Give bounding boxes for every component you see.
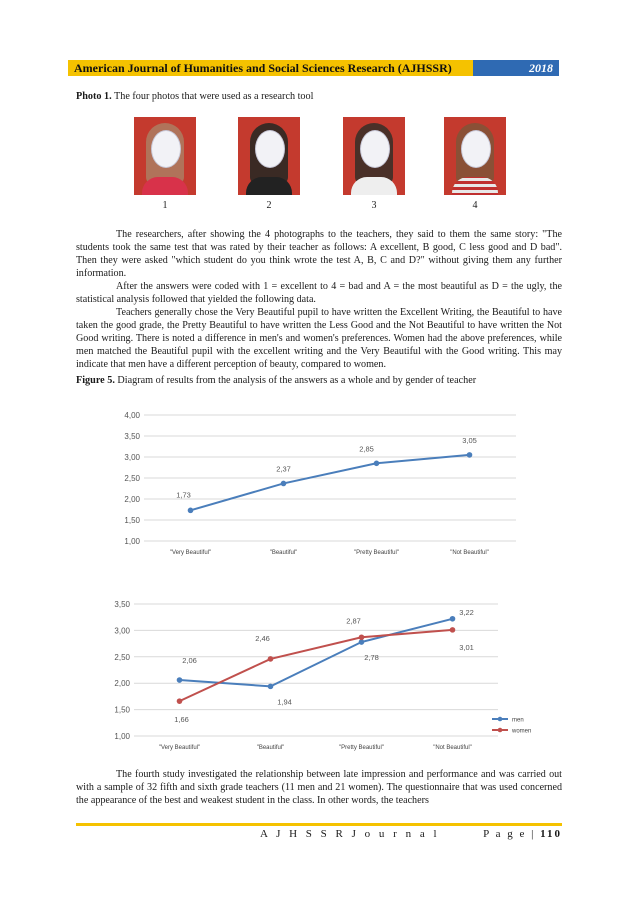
photo-number: 3 <box>371 200 377 211</box>
x-tick-label: "Pretty Beautiful" <box>354 550 399 556</box>
footer-journal: A J H S S R J o u r n a l <box>260 828 440 840</box>
data-point <box>359 634 365 640</box>
y-tick-label: 2,00 <box>124 495 140 504</box>
data-point <box>374 461 380 467</box>
data-label: 2,06 <box>182 656 197 666</box>
journal-title: American Journal of Humanities and Social Sciences Research (AJHSSR) <box>68 60 473 76</box>
gender-line-chart <box>100 592 560 762</box>
paragraph: Teachers generally chose the Very Beautiful pupil to have written the Excellent Writing, the Beautiful to have taken the good grade, the Pretty Beautiful to have written the Less Good and the Not Beautiful to have written the Not Good writing. There is noted a difference in men's and women's preferences. Women had the above preferences, while men matched the Beautiful pupil with the excellent writing and the Very Beautiful with the Good writing. This may indicate that men have a different perception of beauty, compared to women. <box>76 307 562 370</box>
y-tick-label: 2,50 <box>124 474 140 483</box>
legend-marker <box>498 728 503 733</box>
data-label: 3,22 <box>459 607 474 617</box>
photo-number: 2 <box>266 200 272 211</box>
series-line <box>191 455 470 510</box>
page-number: 110 <box>540 828 562 840</box>
figure-caption <box>76 375 476 386</box>
data-point <box>450 627 456 633</box>
x-tick-label: "Beautiful" <box>256 745 285 751</box>
figure-caption-label: Figure 5. <box>76 375 115 386</box>
photo-3 <box>343 117 405 195</box>
x-tick-label: "Beautiful" <box>269 550 298 556</box>
body-text-top <box>76 228 562 371</box>
data-label: 3,01 <box>459 642 474 652</box>
data-point <box>188 508 194 514</box>
legend-label: women <box>512 728 532 735</box>
data-point <box>268 684 274 690</box>
photo-number: 4 <box>472 200 478 211</box>
photo-caption-label: Photo 1. <box>76 91 112 102</box>
data-label: 1,66 <box>174 715 189 725</box>
y-tick-label: 1,00 <box>124 537 140 546</box>
y-tick-label: 2,00 <box>114 679 130 689</box>
data-point <box>177 677 183 683</box>
y-tick-label: 4,00 <box>124 411 140 420</box>
overall-line-chart <box>100 405 520 565</box>
data-label: 1,73 <box>176 490 191 500</box>
body-text-bottom <box>76 768 562 807</box>
x-tick-label: "Pretty Beautiful" <box>339 745 384 751</box>
data-label: 2,87 <box>346 616 361 626</box>
legend-marker <box>498 717 503 722</box>
journal-year: 2018 <box>473 60 559 76</box>
data-point <box>450 616 456 622</box>
journal-header <box>68 60 559 76</box>
photo-2 <box>238 117 300 195</box>
data-label: 2,78 <box>364 653 379 663</box>
photo-caption-text: The four photos that were used as a research tool <box>111 91 314 102</box>
y-tick-label: 2,50 <box>114 652 130 662</box>
photo-4 <box>444 117 506 195</box>
data-point <box>177 698 183 704</box>
series-line <box>180 619 453 687</box>
data-label: 3,05 <box>462 435 477 445</box>
figure-caption-text: Diagram of results from the analysis of the answers as a whole and by gender of teacher <box>114 375 477 386</box>
footer-rule <box>76 823 562 826</box>
data-label: 1,94 <box>277 697 292 707</box>
paragraph: After the answers were coded with 1 = excellent to 4 = bad and A = the most beautiful as D = the ugly, the statistical analysis followed that yielded the following data. <box>76 281 562 305</box>
paragraph: The researchers, after showing the 4 photographs to the teachers, they said to them the same story: "The students took the same test that was rated by their teacher as follows: A excellent, B good, C less good and D bad". Then they were asked "which student do you think wrote the test A, B, C and D?" without giving them any further information. <box>76 229 562 279</box>
data-label: 2,85 <box>359 444 374 454</box>
data-point <box>281 481 287 487</box>
x-tick-label: "Very Beautiful" <box>169 550 212 556</box>
paragraph: The fourth study investigated the relationship between late impression and performance and was carried out with a sample of 32 fifth and sixth grade teachers (11 men and 21 women). The questionnaire that was used concerned the appearance of the best and weakest student in the class. In other words, the teachers <box>76 769 562 806</box>
page-label: P a g e | <box>483 828 536 840</box>
x-tick-label: "Not Beautiful" <box>433 745 472 751</box>
footer-page <box>483 828 562 840</box>
photo-number: 1 <box>162 200 168 211</box>
y-tick-label: 1,50 <box>124 516 140 525</box>
data-point <box>467 452 473 458</box>
x-tick-label: "Not Beautiful" <box>450 550 489 556</box>
y-tick-label: 3,50 <box>124 432 140 441</box>
data-label: 2,46 <box>255 633 270 643</box>
data-point <box>268 656 274 662</box>
series-line <box>180 630 453 701</box>
x-tick-label: "Very Beautiful" <box>158 745 201 751</box>
photo-strip <box>130 112 515 217</box>
y-tick-label: 1,50 <box>114 705 130 715</box>
data-label: 2,37 <box>276 464 291 474</box>
legend-label: men <box>512 717 524 724</box>
y-tick-label: 1,00 <box>114 732 130 741</box>
y-tick-label: 3,50 <box>114 600 130 609</box>
y-tick-label: 3,00 <box>114 626 130 636</box>
y-tick-label: 3,00 <box>124 453 140 462</box>
photo-caption <box>76 91 313 102</box>
photo-1 <box>134 117 196 195</box>
